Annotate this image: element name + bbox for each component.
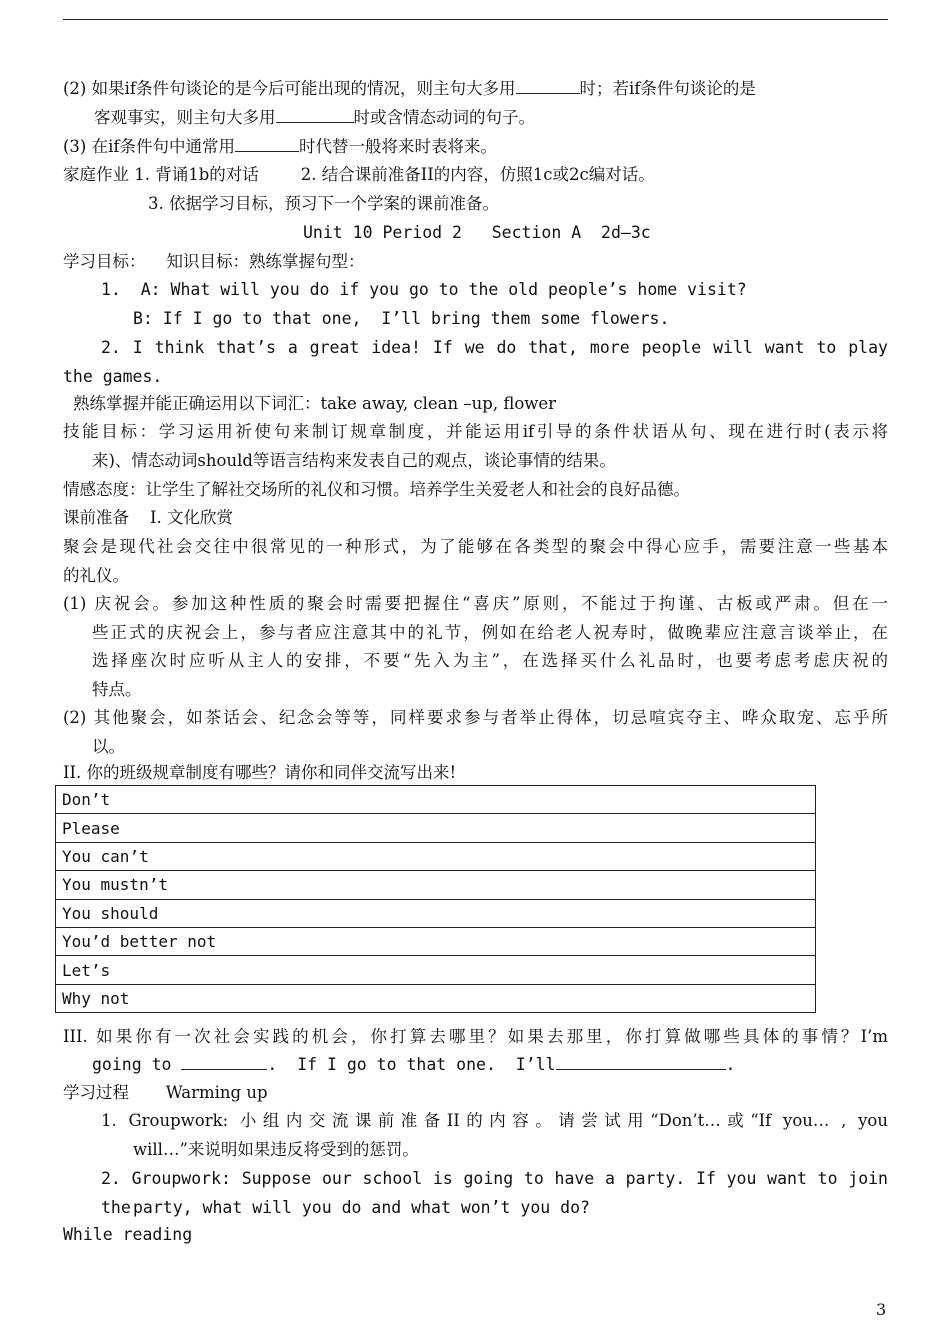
sentence-1b: B: If I go to that one, I’ll bring them some flowers.	[133, 309, 670, 328]
grammar-point-2-line-1: (2) 如果if条件句谈论的是今后可能出现的情况，则主句大多用 时；若if条件句谈论的是	[63, 74, 888, 103]
section-3-line-1: III. 如果你有一次社会实践的机会，你打算去哪里？如果去那里，你打算做哪些具体的事情？I’m	[63, 1027, 888, 1046]
homework-line-2: 3. 依据学习目标，预习下一个学案的课前准备。	[148, 194, 499, 213]
preparation-item-1-line-4: 特点。	[92, 680, 142, 699]
section-2-heading: II. 你的班级规章制度有哪些？请你和同伴交流写出来!	[63, 763, 457, 782]
preparation-item-2-line-2: 以。	[92, 737, 125, 756]
rule-cell[interactable]: Let’s	[56, 956, 816, 984]
rule-cell[interactable]: Please	[56, 814, 816, 842]
vocabulary-line: 熟练掌握并能正确运用以下词汇：take away, clean –up, flower	[73, 394, 557, 413]
groupwork-2-line-2: party, what will you do and what won’t you do?	[133, 1198, 590, 1217]
groupwork-1-line-1: 1. Groupwork: 小组内交流课前准备II的内容。请尝试用“Don’t…或“If you… , you	[101, 1111, 888, 1130]
groupwork-1-line-2: will…”来说明如果违反将受到的惩罚。	[133, 1140, 419, 1159]
section-3-line-2: going to . If I go to that one. I’ll .	[92, 1050, 888, 1079]
class-rules-table	[55, 785, 816, 1013]
answer-blank[interactable]	[181, 1051, 267, 1070]
groupwork-2-line-1: 2. Groupwork: Suppose our school is going to have a party. If you want to join the	[101, 1169, 888, 1217]
sentence-2a: 2. I think that’s a great idea! If we do that, more people will want to play	[101, 338, 888, 357]
rule-cell[interactable]: You can’t	[56, 842, 816, 870]
objectives-heading: 学习目标： 知识目标：熟练掌握句型：	[63, 252, 365, 271]
preparation-intro-line-1: 聚会是现代社会交往中很常见的一种形式，为了能够在各类型的聚会中得心应手，需要注意一些基本	[63, 537, 888, 556]
preparation-item-1-line-1: (1) 庆祝会。参加这种性质的聚会时需要把握住“喜庆”原则，不能过于拘谨、古板或严肃。但在一	[63, 594, 888, 613]
answer-blank[interactable]	[235, 133, 299, 152]
while-reading-heading: While reading	[63, 1225, 193, 1244]
table-row[interactable]	[56, 871, 816, 899]
page-number: 3	[876, 1300, 887, 1319]
homework-line-1: 家庭作业 1. 背诵1b的对话 2. 结合课前准备II的内容，仿照1c或2c编对话。	[63, 165, 655, 184]
grammar-point-2-line-2: 客观事实，则主句大多用 时或含情态动词的句子。	[63, 103, 888, 132]
sentence-2b: the games.	[63, 367, 163, 386]
skill-objective-line-1: 技能目标：学习运用祈使句来制订规章制度，并能运用if引导的条件状语从句、现在进行时(表示将	[63, 422, 888, 441]
table-row[interactable]	[56, 984, 816, 1012]
table-row[interactable]	[56, 899, 816, 927]
preparation-item-1-line-2: 些正式的庆祝会上，参与者应注意其中的礼节，例如在给老人祝寿时，做晚辈应注意言谈举止，在	[92, 623, 888, 642]
rule-cell[interactable]: You should	[56, 899, 816, 927]
preparation-heading: 课前准备 I. 文化欣赏	[63, 508, 233, 527]
unit-title: Unit 10 Period 2 Section A 2d—3c	[303, 223, 651, 242]
skill-objective-line-2: 来)、情态动词should等语言结构来发表自己的观点，谈论事情的结果。	[92, 451, 616, 470]
grammar-point-3: (3) 在if条件句中通常用 时代替一般将来时表将来。	[63, 132, 888, 161]
table-row[interactable]	[56, 956, 816, 984]
rule-cell[interactable]: Why not	[56, 984, 816, 1012]
rule-cell[interactable]: You mustn’t	[56, 871, 816, 899]
preparation-intro-line-2: 的礼仪。	[63, 566, 129, 585]
process-heading: 学习过程 Warming up	[63, 1083, 268, 1102]
emotion-objective: 情感态度：让学生了解社交场所的礼仪和习惯。培养学生关爱老人和社会的良好品德。	[63, 480, 690, 499]
table-row[interactable]	[56, 927, 816, 955]
rule-cell[interactable]: You’d better not	[56, 927, 816, 955]
sentence-1a: 1. A: What will you do if you go to the old people’s home visit?	[101, 280, 747, 299]
answer-blank[interactable]	[516, 75, 580, 94]
answer-blank[interactable]	[276, 104, 354, 123]
table-row[interactable]	[56, 814, 816, 842]
preparation-item-2-line-1: (2) 其他聚会，如茶话会、纪念会等等，同样要求参与者举止得体，切忌喧宾夺主、哗众取宠、忘乎所	[63, 708, 888, 727]
answer-blank[interactable]	[556, 1051, 726, 1070]
header-rule	[63, 19, 888, 20]
table-row[interactable]	[56, 786, 816, 814]
preparation-item-1-line-3: 选择座次时应听从主人的安排，不要“先入为主”，在选择买什么礼品时，也要考虑考虑庆祝的	[92, 651, 888, 670]
table-row[interactable]	[56, 842, 816, 870]
rule-cell[interactable]: Don’t	[56, 786, 816, 814]
